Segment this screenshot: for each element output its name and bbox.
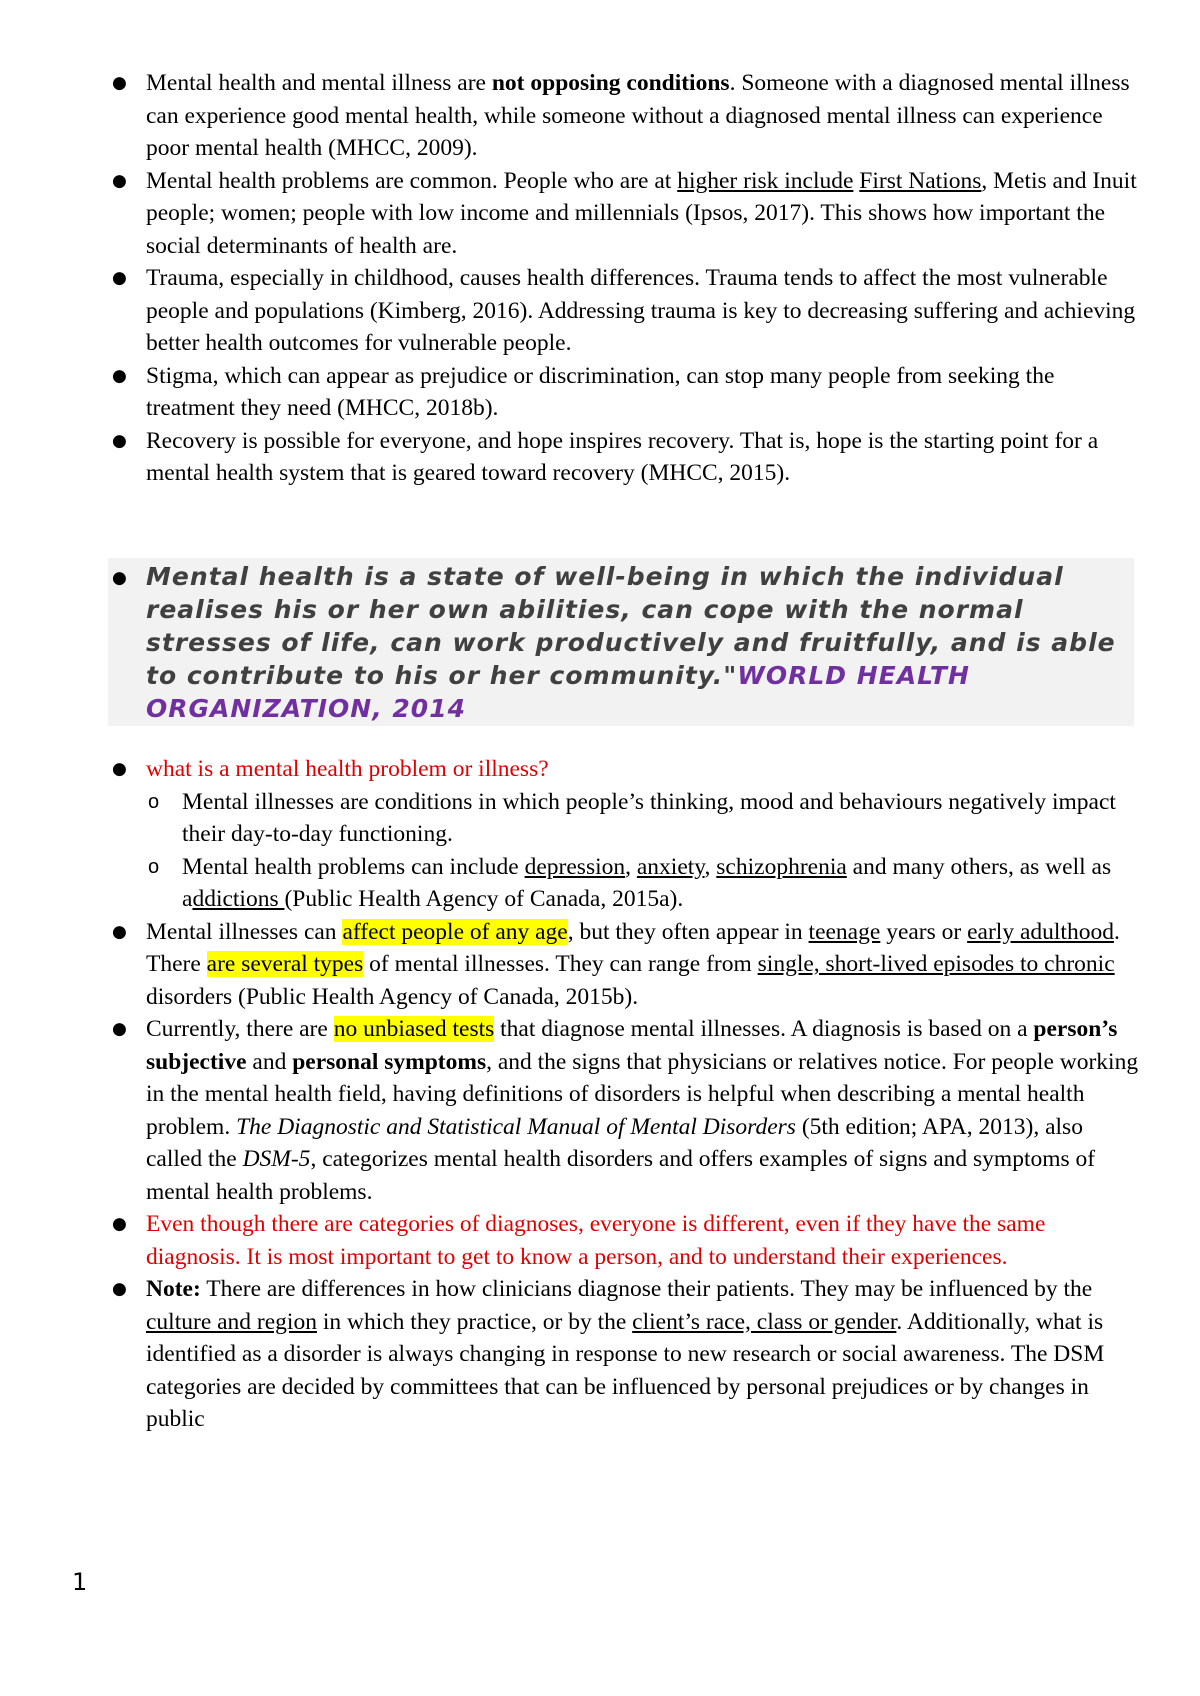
bullet-icon: ● <box>112 268 127 288</box>
list-item: ● Trauma, especially in childhood, causes health differences. Trauma tends to affect the most vulnerable people and populations (Kimberg, 2016). Addressing trauma is key to decreasing suffering and achieving better health outcomes for vulnerable people. <box>112 262 1142 360</box>
bullet-icon: ● <box>112 921 127 942</box>
bullet-icon: ● <box>112 759 127 779</box>
bullet-icon: ● <box>112 73 127 93</box>
list-item: ● Mental health and mental illness are not opposing conditions. Someone with a diagnosed mental illness can experience good mental health, while someone without a diagnosed mental illness can experience poor mental health (MHCC, 2009). <box>112 67 1142 165</box>
highlighted-text: no unbiased tests <box>333 1016 495 1042</box>
list-item: ● Mental illnesses can affect people of any age, but they often appear in teenage years or early adulthood. There are several types of mental illnesses. They can range from single, short-lived episodes to chronic disorders (Public Health Agency of Canada, 2015b). <box>112 916 1142 1014</box>
page-number: 1 <box>72 1568 88 1596</box>
section-question: what is a mental health problem or illness? <box>146 756 549 782</box>
list-item: ● Note: There are differences in how clinicians diagnose their patients. They may be influenced by the culture and region in which they practice, or by the client’s race, class or gender. Additionally, what is identified as a disorder is always changing in response to new research or social awareness. The DSM categories are decided by committees that can be influenced by personal prejudices or by changes in public <box>112 1273 1142 1436</box>
bullet-icon: ● <box>112 1019 127 1039</box>
bullet-icon: ● <box>112 1214 127 1234</box>
note-label: Note: <box>146 1276 201 1302</box>
quote-text: Mental health is a state of well-being in which the individual realises his or her own abilities, can cope with the normal stresses of life, can work productively and fruitfully, and is able to contribute to his or her community." <box>146 562 1116 690</box>
sub-list-item: o Mental health problems can include depression, anxiety, schizophrenia and many others, as well as addictions (Public Health Agency of Canada, 2015a). <box>112 851 1142 916</box>
highlighted-text: are several types <box>206 951 364 977</box>
bullet-icon: ● <box>112 365 127 386</box>
list-item <box>112 753 1142 786</box>
underlined-text: First Nations <box>859 167 982 194</box>
list-item: ● Mental health problems are common. People who are at higher risk include First Nations, Metis and Inuit people; women; people with low income and millennials (Ipsos, 2017). This shows how important the social determinants of health are. <box>112 165 1142 263</box>
bullet-icon: ● <box>112 430 127 451</box>
highlighted-text: affect people of any age <box>342 918 568 945</box>
circle-bullet-icon: o <box>148 790 160 813</box>
bold-text: not opposing conditions <box>491 70 730 96</box>
bullet-icon: ● <box>112 1279 127 1299</box>
sub-list-item: o Mental illnesses are conditions in which people’s thinking, mood and behaviours negatively impact their day-to-day functioning. <box>112 786 1142 851</box>
list-item: ● Recovery is possible for everyone, and hope inspires recovery. That is, hope is the starting point for a mental health system that is geared toward recovery (MHCC, 2015). <box>112 425 1142 490</box>
list-item: ● Stigma, which can appear as prejudice or discrimination, can stop many people from seeking the treatment they need (MHCC, 2018b). <box>112 360 1142 425</box>
book-title: The Diagnostic and Statistical Manual of Mental Disorders <box>236 1113 796 1140</box>
who-definition-quote <box>112 560 1156 725</box>
list-item: ● Even though there are categories of diagnoses, everyone is different, even if they have the same diagnosis. It is most important to get to know a person, and to understand their experiences. <box>112 1208 1142 1273</box>
top-bullet-list <box>112 67 1142 490</box>
quote-source: WORLD HEALTH ORGANIZATION, 2014 <box>146 661 970 723</box>
list-item: ● Currently, there are no unbiased tests that diagnose mental illnesses. A diagnosis is based on a person’s subjective and personal symptoms, and the signs that physicians or relatives notice. For people working in the mental health field, having definitions of disorders is helpful when describing a mental health problem. The Diagnostic and Statistical Manual of Mental Disorders (5th edition; APA, 2013), also called the DSM-5, categorizes mental health disorders and offers examples of signs and symptoms of mental health problems. <box>112 1013 1142 1208</box>
underlined-text: higher risk include <box>677 167 854 194</box>
bullet-icon: ● <box>112 170 127 191</box>
circle-bullet-icon: o <box>148 855 160 878</box>
bottom-bullet-list <box>112 753 1142 1436</box>
bullet-icon: ● <box>112 568 128 588</box>
